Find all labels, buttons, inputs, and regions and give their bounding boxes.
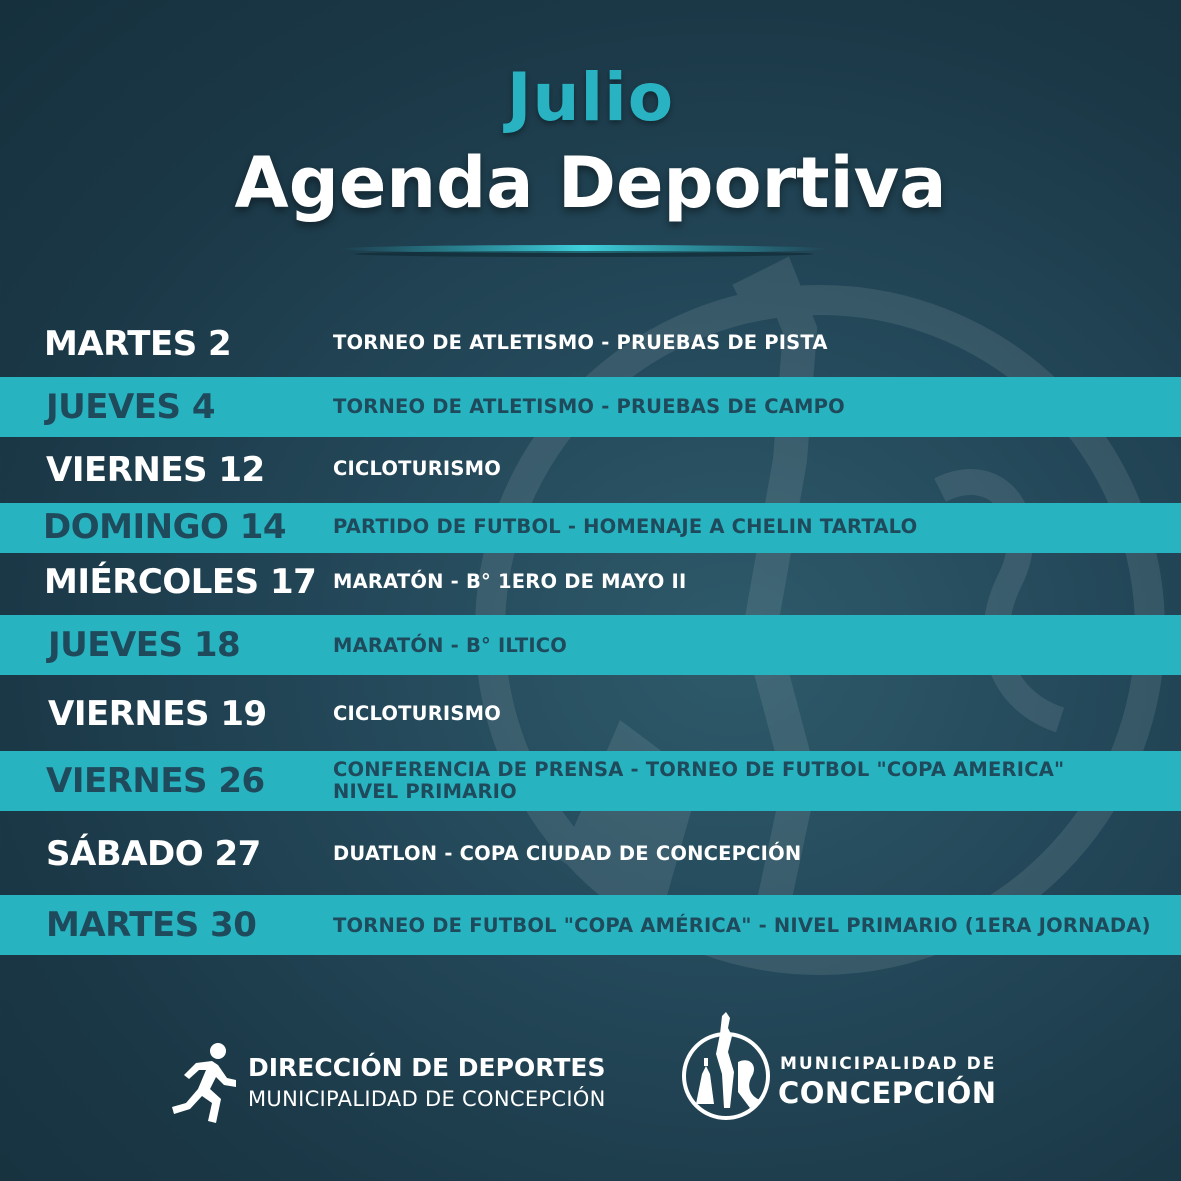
agenda-day: MARTES 30 [46,905,257,945]
agenda-day: JUEVES 18 [48,625,241,665]
department-logo [168,1035,648,1125]
agenda-event: TORNEO DE ATLETISMO - PRUEBAS DE CAMPO [333,395,845,418]
department-subtitle: MUNICIPALIDAD DE CONCEPCIÓN [248,1087,606,1111]
agenda-row [0,895,1181,955]
agenda-event: MARATÓN - B° ILTICO [333,634,568,657]
agenda-event: CICLOTURISMO [333,702,502,725]
agenda-row [0,814,1181,892]
page-title: Agenda Deportiva [234,142,947,224]
title-divider [338,244,830,258]
department-name: DIRECCIÓN DE DEPORTES [248,1053,606,1082]
agenda-day: JUEVES 4 [46,387,216,427]
municipality-line2: CONCEPCIÓN [778,1076,997,1110]
agenda-day: MARTES 2 [44,324,232,364]
agenda-row [0,556,1181,612]
agenda-row [0,440,1181,500]
municipality-logo-icon [680,1012,776,1122]
agenda-event: CICLOTURISMO [333,457,502,480]
agenda-event: MARATÓN - B° 1ERO DE MAYO II [333,570,687,593]
agenda-row [0,751,1181,811]
agenda-event: TORNEO DE ATLETISMO - PRUEBAS DE PISTA [333,331,828,354]
agenda-event-line2: NIVEL PRIMARIO [333,780,517,803]
runner-icon [168,1041,238,1125]
agenda-day: VIERNES 19 [48,694,267,734]
agenda-row [0,615,1181,675]
agenda-row [0,678,1181,748]
agenda-event: PARTIDO DE FUTBOL - HOMENAJE A CHELIN TARTALO [333,515,918,538]
agenda-day: VIERNES 26 [46,761,265,801]
municipality-line1: MUNICIPALIDAD DE [780,1054,997,1074]
agenda-event: TORNEO DE FUTBOL "COPA AMÉRICA" - NIVEL PRIMARIO (1ERA JORNADA) [333,914,1151,937]
agenda-row [0,318,1181,374]
agenda-row [0,503,1181,553]
agenda-day: DOMINGO 14 [43,507,287,547]
agenda-row [0,377,1181,437]
municipality-logo [680,1012,1020,1124]
month-title: Julio [506,59,675,136]
agenda-event: CONFERENCIA DE PRENSA - TORNEO DE FUTBOL "COPA AMERICA" [333,758,1065,781]
agenda-event: DUATLON - COPA CIUDAD DE CONCEPCIÓN [333,842,802,865]
agenda-day: MIÉRCOLES 17 [44,562,317,602]
agenda-day: SÁBADO 27 [46,834,261,874]
agenda-day: VIERNES 12 [46,450,265,490]
